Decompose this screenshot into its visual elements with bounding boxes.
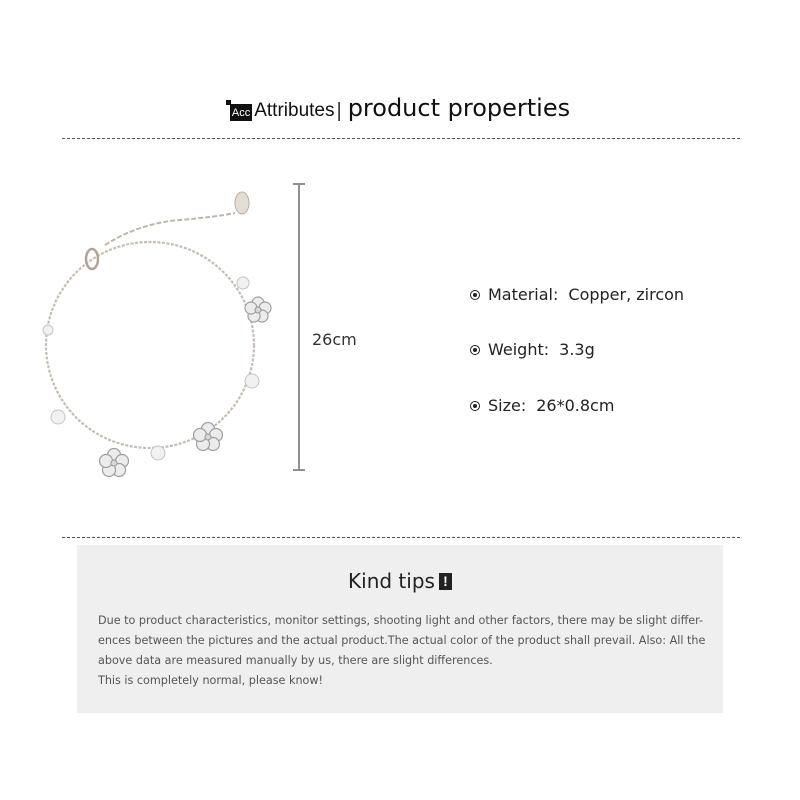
tips-title: Kind tips bbox=[348, 569, 435, 593]
radio-dot-icon bbox=[470, 345, 480, 355]
property-value: Copper, zircon bbox=[568, 285, 685, 304]
top-divider bbox=[62, 138, 740, 139]
property-size bbox=[470, 396, 614, 415]
section-header bbox=[0, 95, 800, 121]
property-value: 3.3g bbox=[559, 340, 595, 359]
acc-badge: Acc bbox=[230, 104, 252, 121]
property-weight bbox=[470, 340, 595, 359]
bracelet-image bbox=[30, 175, 290, 485]
property-label: Weight: bbox=[488, 340, 550, 359]
dimension-cap-bottom bbox=[293, 469, 305, 471]
radio-dot-icon bbox=[470, 401, 480, 411]
tips-line: This is completely normal, please know! bbox=[98, 674, 324, 687]
property-label: Size: bbox=[488, 396, 527, 415]
page-title: product properties bbox=[347, 94, 571, 122]
tips-heading bbox=[77, 569, 723, 593]
tips-line: ences between the pictures and the actual product.The actual color of the product shall prevail. Also: All the bbox=[98, 634, 706, 647]
property-material bbox=[470, 285, 684, 304]
property-value: 26*0.8cm bbox=[536, 396, 615, 415]
dimension-line bbox=[298, 184, 300, 471]
dimension-label: 26cm bbox=[312, 330, 357, 349]
tips-line: Due to product characteristics, monitor settings, shooting light and other factors, there may be slight differ- bbox=[98, 614, 704, 627]
radio-dot-icon bbox=[470, 290, 480, 300]
bottom-divider bbox=[62, 537, 740, 538]
attributes-label: Attributes bbox=[254, 100, 335, 121]
kind-tips-panel bbox=[77, 545, 723, 713]
header-separator: | bbox=[336, 100, 342, 122]
tips-line: above data are measured manually by us, there are slight differences. bbox=[98, 654, 493, 667]
property-label: Material: bbox=[488, 285, 559, 304]
tips-body bbox=[98, 611, 710, 691]
exclamation-icon: ! bbox=[439, 573, 452, 590]
